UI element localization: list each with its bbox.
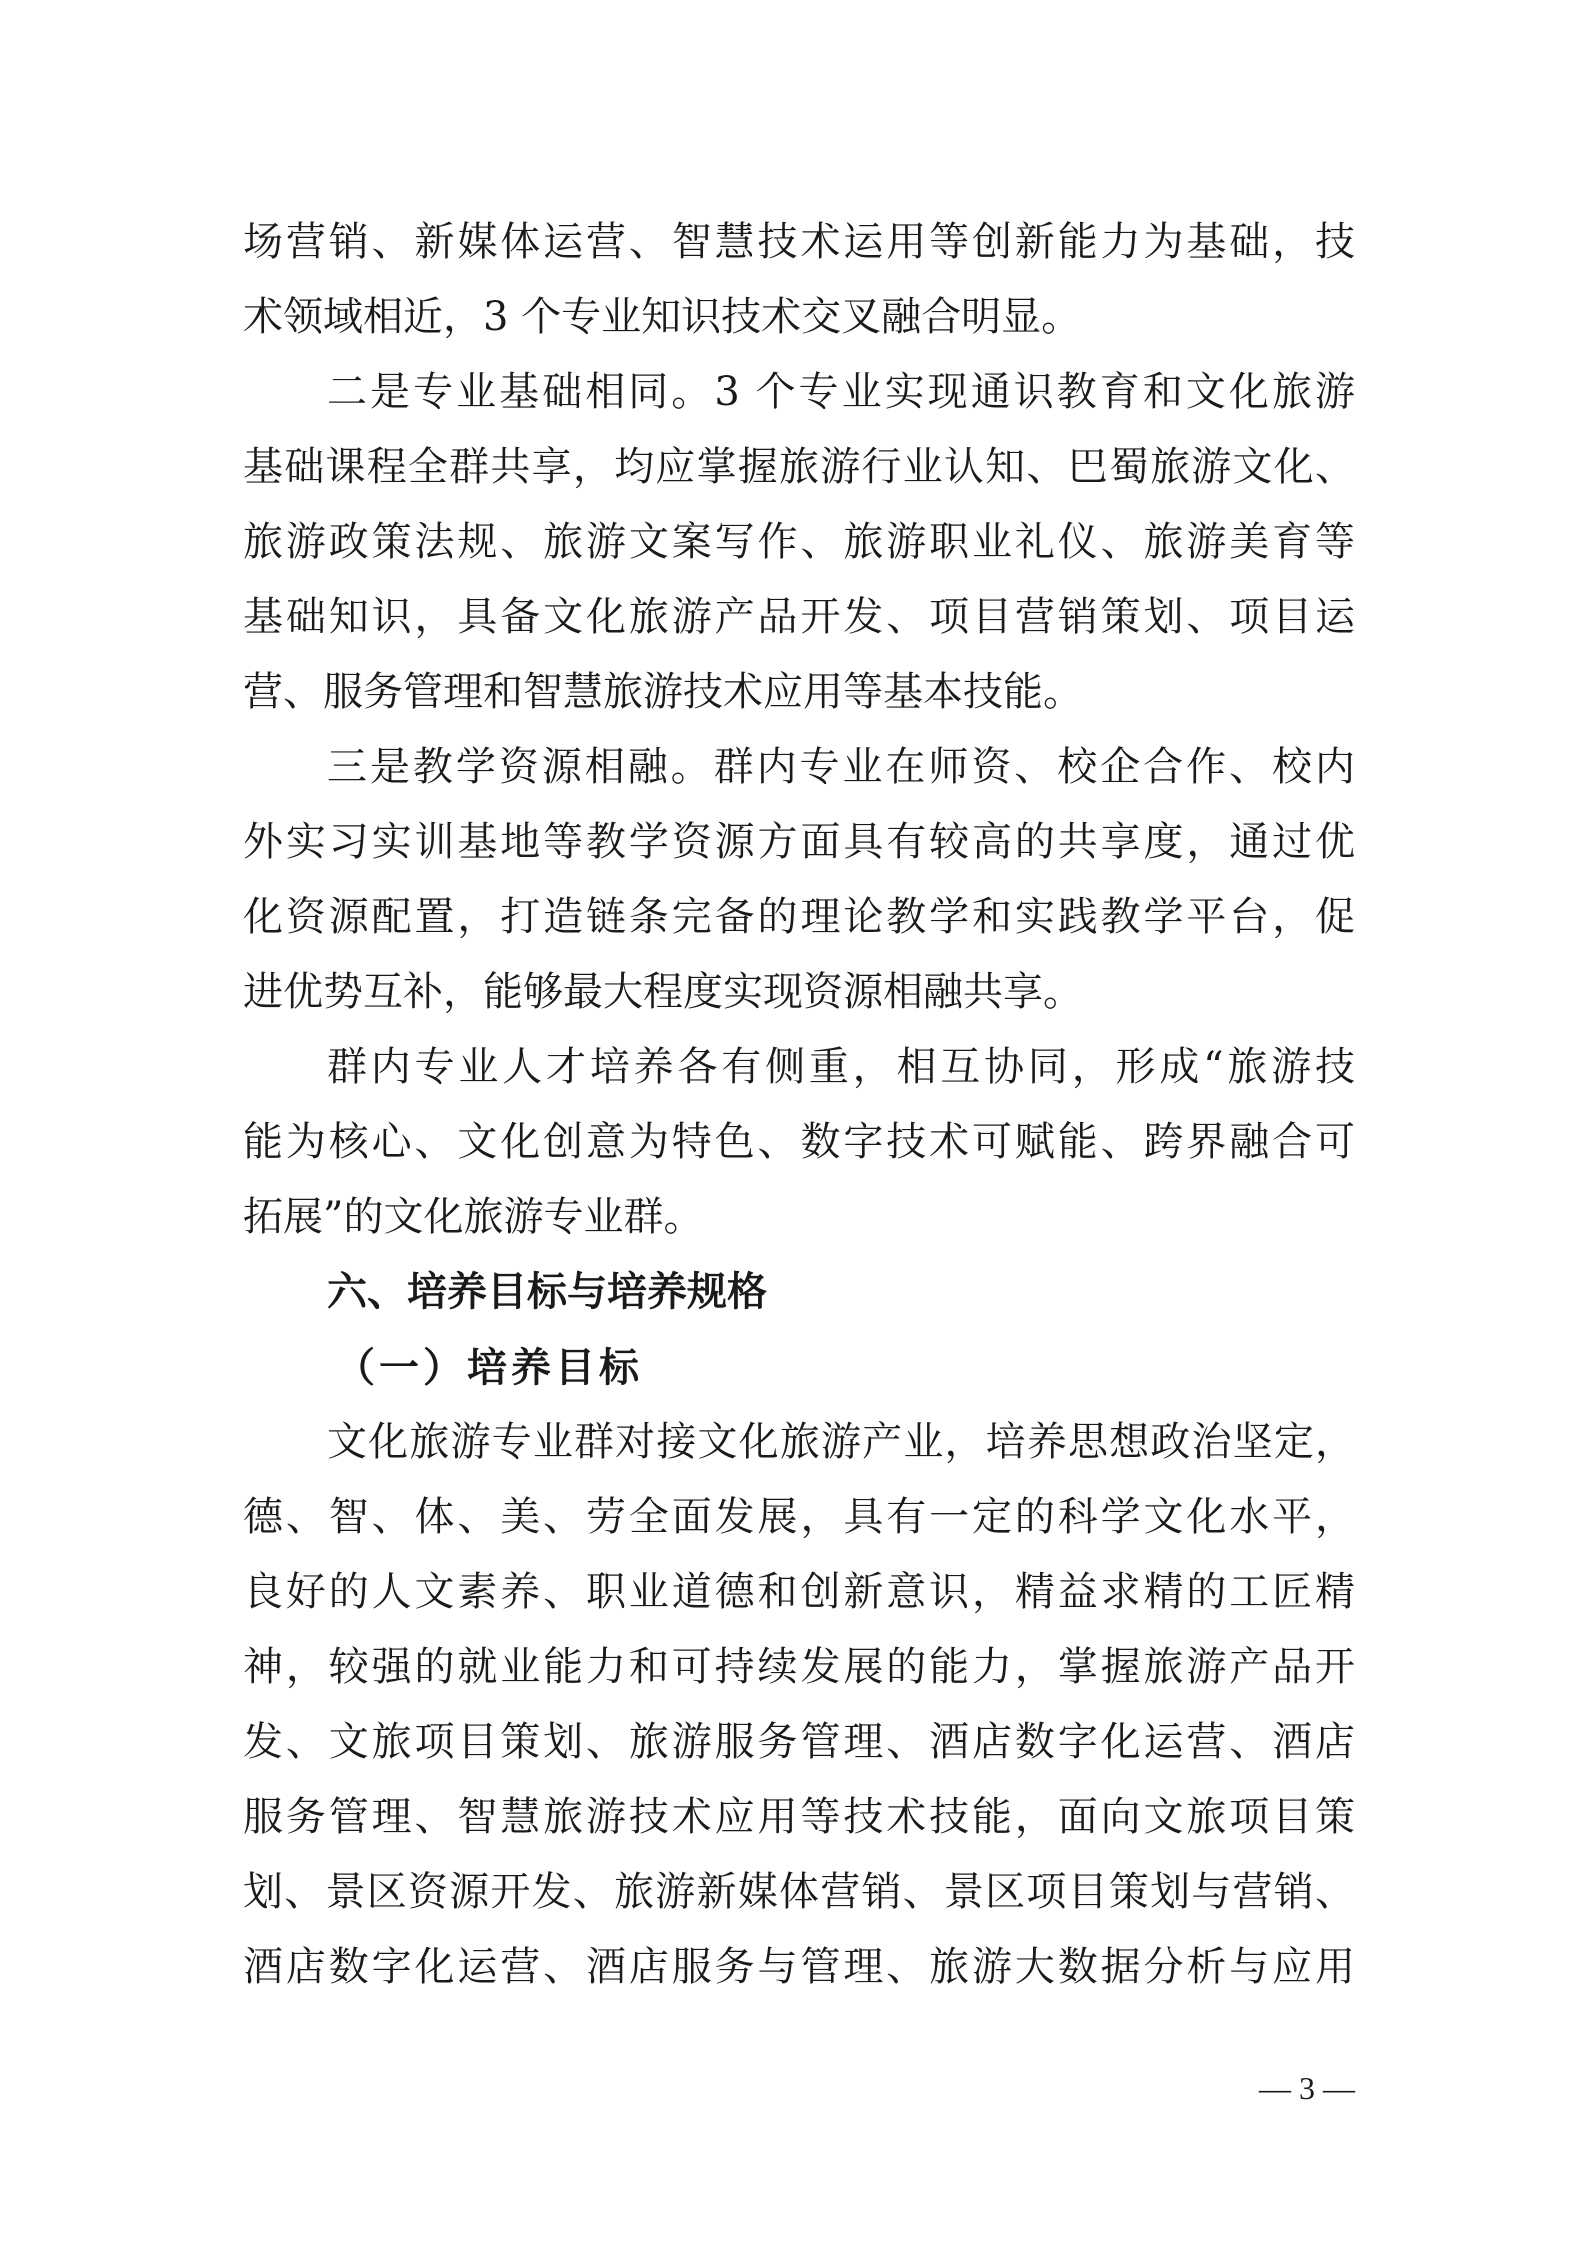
text-line: 酒店数字化运营、酒店服务与管理、旅游大数据分析与应用 — [243, 1944, 1355, 1990]
text-line: 基础课程全群共享，均应掌握旅游行业认知、巴蜀旅游文化、 — [243, 444, 1355, 490]
paragraphs-before-heading — [243, 205, 1355, 1255]
text-line: 服务管理、智慧旅游技术应用等技术技能，面向文旅项目策 — [243, 1794, 1355, 1840]
text-line: 基础知识，具备文化旅游产品开发、项目营销策划、项目运 — [243, 594, 1355, 640]
text-line: 发、文旅项目策划、旅游服务管理、酒店数字化运营、酒店 — [243, 1719, 1355, 1765]
text-line: 旅游政策法规、旅游文案写作、旅游职业礼仪、旅游美育等 — [243, 519, 1355, 565]
text-line: 德、智、体、美、劳全面发展，具有一定的科学文化水平， — [243, 1494, 1355, 1540]
text-line: 外实习实训基地等教学资源方面具有较高的共享度，通过优 — [243, 819, 1355, 865]
text-line: 化资源配置，打造链条完备的理论教学和实践教学平台，促 — [243, 894, 1355, 940]
page-number: — 3 — — [1259, 2070, 1355, 2106]
text-line: 能为核心、文化创意为特色、数字技术可赋能、跨界融合可 — [243, 1119, 1355, 1165]
text-line: 良好的人文素养、职业道德和创新意识，精益求精的工匠精 — [243, 1569, 1355, 1615]
text-line: 场营销、新媒体运营、智慧技术运用等创新能力为基础，技 — [243, 219, 1355, 265]
body-text — [243, 205, 1355, 2005]
paragraphs-after-heading — [243, 1405, 1355, 2005]
text-line: 拓展”的文化旅游专业群。 — [243, 1194, 704, 1240]
text-line: 划、景区资源开发、旅游新媒体营销、景区项目策划与营销、 — [243, 1869, 1355, 1915]
text-line: 三是教学资源相融。群内专业在师资、校企合作、校内 — [327, 744, 1355, 790]
text-line: 进优势互补，能够最大程度实现资源相融共享。 — [243, 969, 1083, 1015]
text-line: 文化旅游专业群对接文化旅游产业，培养思想政治坚定， — [327, 1419, 1355, 1465]
text-line: 营、服务管理和智慧旅游技术应用等基本技能。 — [243, 669, 1083, 715]
text-line: 群内专业人才培养各有侧重，相互协同，形成“旅游技 — [327, 1044, 1355, 1090]
subsection-heading: （一）培养目标 — [335, 1344, 643, 1391]
text-line: 神，较强的就业能力和可持续发展的能力，掌握旅游产品开 — [243, 1644, 1355, 1690]
text-line: 二是专业基础相同。3 个专业实现通识教育和文化旅游 — [327, 369, 1355, 415]
section-heading: 六、培养目标与培养规格 — [327, 1269, 767, 1315]
text-line: 术领域相近，3 个专业知识技术交叉融合明显。 — [243, 294, 1082, 340]
